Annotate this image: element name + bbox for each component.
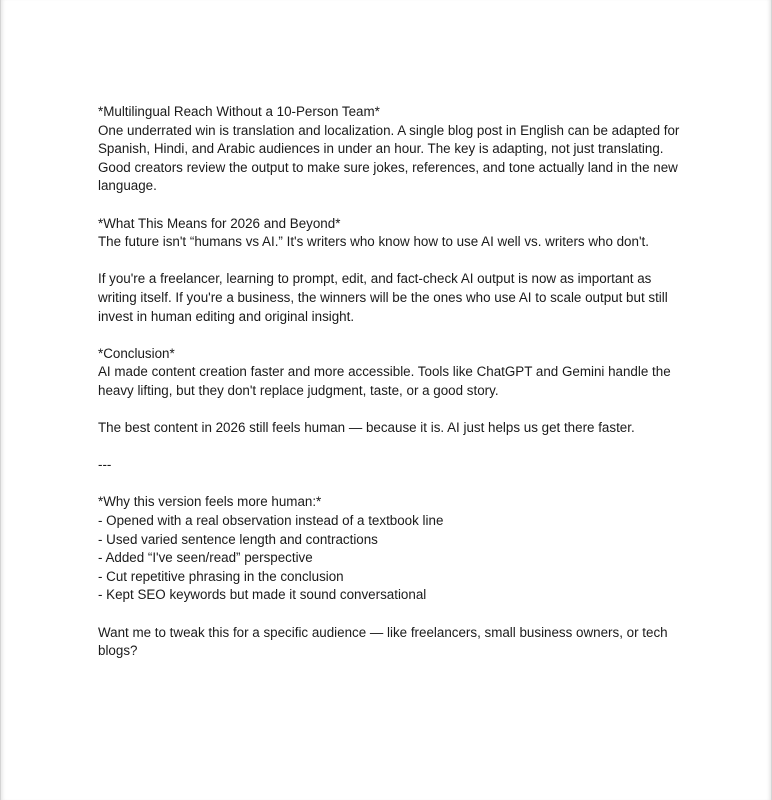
paragraph: Want me to tweak this for a specific audience — like freelancers, small business owners, or tech blogs?: [98, 624, 668, 659]
section-conclusion: [98, 345, 683, 401]
paragraph: The future isn't “humans vs AI.” It's writers who know how to use AI well vs. writers who don't.: [98, 234, 649, 250]
section-future: [98, 215, 683, 252]
list-item: - Kept SEO keywords but made it sound conversational: [98, 587, 427, 603]
paragraph: The best content in 2026 still feels human — because it is. AI just helps us get there faster.: [98, 420, 635, 436]
list-item: - Used varied sentence length and contractions: [98, 531, 378, 547]
list-item: - Cut repetitive phrasing in the conclusion: [98, 568, 344, 584]
divider-text: ---: [98, 457, 112, 473]
closing-question: [98, 624, 683, 661]
section-why-human: [98, 493, 683, 605]
paragraph: One underrated win is translation and localization. A single blog post in English can be adapted for Spanish, Hindi, and Arabic audiences in under an hour. The key is adapting, not just translating. Good creators review the output to make sure jokes, references, and tone actually land in the new language.: [98, 122, 680, 194]
list-item: - Opened with a real observation instead of a textbook line: [98, 513, 444, 529]
paragraph: If you're a freelancer, learning to prompt, edit, and fact-check AI output is now as important as writing itself. If you're a business, the winners will be the ones who use AI to scale output but still invest in human editing and original insight.: [98, 271, 668, 324]
section-multilingual-reach: [98, 103, 683, 196]
paragraph: AI made content creation faster and more accessible. Tools like ChatGPT and Gemini handle the heavy lifting, but they don't replace judgment, taste, or a good story.: [98, 364, 671, 398]
section-conclusion-continued: [98, 419, 683, 438]
document-content: [98, 103, 683, 679]
list-item: - Added “I've seen/read” perspective: [98, 550, 313, 566]
divider: [98, 456, 683, 475]
section-heading: *Conclusion*: [98, 345, 175, 361]
section-heading: *Multilingual Reach Without a 10-Person Team*: [98, 104, 380, 119]
section-heading: *Why this version feels more human:*: [98, 494, 322, 510]
section-future-continued: [98, 270, 683, 326]
section-heading: *What This Means for 2026 and Beyond*: [98, 215, 341, 231]
